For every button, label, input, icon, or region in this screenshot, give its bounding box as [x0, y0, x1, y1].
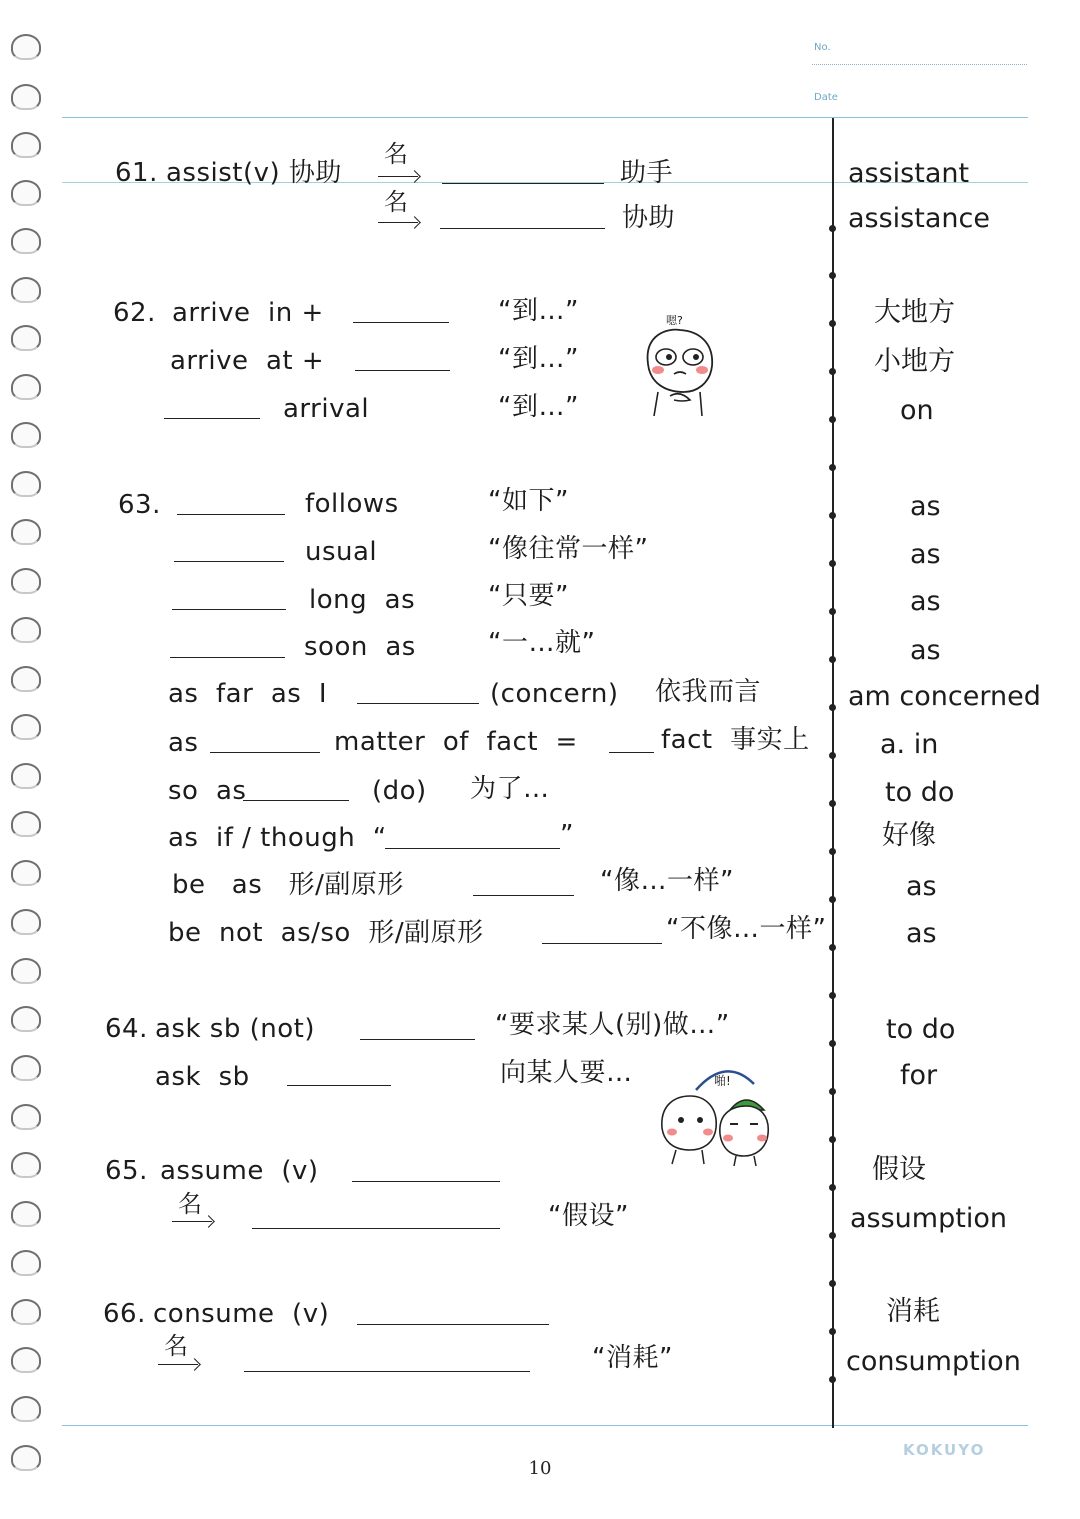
- date-label: Date: [814, 92, 838, 103]
- answer-blank: [442, 183, 604, 184]
- no-label: No.: [814, 42, 831, 53]
- phrase: as: [168, 728, 199, 758]
- divider-dot: [829, 416, 836, 423]
- divider-dot: [829, 1376, 836, 1383]
- divider-dot: [829, 368, 836, 375]
- meaning: “不像…一样”: [666, 914, 827, 944]
- answer-blank: [172, 609, 286, 610]
- binding-ring: [11, 617, 41, 643]
- divider-dot: [829, 944, 836, 951]
- divider-dot: [829, 704, 836, 711]
- answer-item: for: [900, 1060, 938, 1091]
- meaning: “像往常一样”: [488, 534, 649, 564]
- meaning: “到…”: [498, 296, 579, 326]
- binding-ring: [11, 180, 41, 206]
- answer-item: 消耗: [886, 1296, 940, 1327]
- meaning: 向某人要…: [500, 1058, 633, 1088]
- answer-blank: [244, 1371, 530, 1372]
- binding-ring: [11, 1396, 41, 1422]
- meaning: “如下”: [488, 486, 569, 516]
- divider-dot: [829, 608, 836, 615]
- meaning: “消耗”: [592, 1343, 673, 1373]
- answer-blank: [357, 703, 479, 704]
- page-number: 10: [528, 1458, 552, 1479]
- binding-ring: [11, 1104, 41, 1130]
- answer-blank: [287, 1085, 391, 1086]
- phrase: arrive at +: [170, 346, 325, 376]
- answer-blank: [355, 370, 450, 371]
- binding-ring: [11, 34, 41, 60]
- meaning: fact 事实上: [661, 725, 810, 755]
- divider-dot: [829, 656, 836, 663]
- answer-item: assistant: [848, 158, 970, 189]
- answer-item: assumption: [850, 1203, 1007, 1234]
- divider-dot: [829, 1040, 836, 1047]
- phrase: so as: [168, 776, 247, 806]
- answer-blank: [440, 228, 605, 229]
- divider-dot: [829, 752, 836, 759]
- binding-ring: [11, 228, 41, 254]
- divider-dot: [829, 320, 836, 327]
- phrase: as far as I: [168, 679, 327, 709]
- noun-mark: 名: [384, 140, 409, 168]
- answer-item: as: [910, 539, 941, 570]
- meaning: “假设”: [548, 1201, 629, 1231]
- meaning: “到…”: [498, 344, 579, 374]
- binding-ring: [11, 958, 41, 984]
- phrase: usual: [305, 537, 378, 567]
- divider-dot: [829, 1136, 836, 1143]
- arrow-icon: [378, 222, 418, 223]
- no-dotted-line: [812, 64, 1027, 65]
- divider-dot: [829, 272, 836, 279]
- answer-item: 小地方: [874, 346, 955, 377]
- meaning: “到…”: [498, 392, 579, 422]
- entry-number: 66.: [103, 1299, 146, 1329]
- binding-ring: [11, 325, 41, 351]
- thinking-face-sticker: [640, 312, 720, 418]
- answer-blank: [352, 1181, 500, 1182]
- answer-item: to do: [885, 777, 955, 808]
- entry-number: 61.: [115, 158, 158, 188]
- divider-dot: [829, 1328, 836, 1335]
- binding-ring: [11, 84, 41, 110]
- entry-headword: assist(v) 协助: [166, 158, 342, 188]
- meaning: 为了…: [470, 774, 550, 804]
- binding-ring: [11, 1055, 41, 1081]
- answer-blank: [473, 895, 574, 896]
- phrase: (concern): [490, 679, 619, 709]
- divider-dot: [829, 1232, 836, 1239]
- divider-dot: [829, 848, 836, 855]
- answer-item: consumption: [846, 1346, 1021, 1377]
- binding-ring: [11, 811, 41, 837]
- phrase: soon as: [304, 632, 416, 662]
- answer-blank: [170, 657, 285, 658]
- answer-item: as: [910, 491, 941, 522]
- top-rule: [62, 117, 1028, 118]
- binding-ring: [11, 374, 41, 400]
- meaning: 协助: [622, 203, 676, 233]
- phrase: be not as/so 形/副原形: [168, 918, 484, 948]
- phrase: consume (v): [153, 1299, 330, 1329]
- arrow-icon: [172, 1221, 212, 1222]
- arrow-icon: [378, 176, 418, 177]
- binding-ring: [11, 1347, 41, 1373]
- answer-item: as: [906, 918, 937, 949]
- meaning: “像…一样”: [600, 866, 734, 896]
- binding-ring: [11, 909, 41, 935]
- phrase: follows: [305, 489, 399, 519]
- answer-blank: [360, 1039, 475, 1040]
- entry-number: 63.: [118, 490, 161, 520]
- answer-blank: [385, 848, 560, 849]
- entry-number: 64.: [105, 1014, 148, 1044]
- meaning: “只要”: [488, 581, 569, 611]
- answer-item: am concerned: [848, 681, 1041, 712]
- divider-dot: [829, 560, 836, 567]
- noun-mark: 名: [384, 188, 409, 216]
- divider-dot: [829, 512, 836, 519]
- arrow-icon: [158, 1364, 198, 1365]
- phrase: assume (v): [160, 1156, 319, 1186]
- answer-item: a. in: [880, 729, 939, 760]
- phrase: long as: [309, 585, 416, 615]
- binding-ring: [11, 714, 41, 740]
- binding-ring: [11, 471, 41, 497]
- meaning: “要求某人(别)做…”: [495, 1010, 730, 1040]
- answer-item: 假设: [872, 1154, 926, 1185]
- divider-dot: [829, 464, 836, 471]
- answer-item: 大地方: [874, 297, 955, 328]
- bottom-rule: [62, 1425, 1028, 1426]
- binding-ring: [11, 763, 41, 789]
- phrase: be as 形/副原形: [172, 870, 404, 900]
- binding-ring: [11, 1006, 41, 1032]
- answer-blank: [353, 322, 449, 323]
- divider-dot: [829, 896, 836, 903]
- noun-mark: 名: [178, 1190, 203, 1218]
- binding-ring: [11, 277, 41, 303]
- phrase: ask sb: [155, 1062, 250, 1092]
- binding-ring: [11, 519, 41, 545]
- binding-ring: [11, 1299, 41, 1325]
- entry-number: 65.: [105, 1156, 148, 1186]
- phrase: arrival: [283, 394, 370, 424]
- binding-ring: [11, 1250, 41, 1276]
- divider-dot: [829, 992, 836, 999]
- divider-dot: [829, 225, 836, 232]
- binding-ring: [11, 666, 41, 692]
- answer-item: to do: [886, 1014, 956, 1045]
- answer-blank: [357, 1324, 549, 1325]
- phrase: matter of fact =: [334, 727, 578, 757]
- answer-blank: [252, 1228, 500, 1229]
- meaning: 助手: [620, 158, 674, 188]
- divider-dot: [829, 1280, 836, 1287]
- binding-ring: [11, 132, 41, 158]
- divider-dot: [829, 1184, 836, 1191]
- binding-ring: [11, 422, 41, 448]
- phrase: (do): [372, 776, 427, 806]
- answer-item: assistance: [848, 203, 990, 234]
- answer-blank: [210, 752, 320, 753]
- binding-ring: [11, 568, 41, 594]
- answer-item: on: [900, 395, 934, 426]
- answer-blank: [243, 800, 349, 801]
- quote-mark: ”: [560, 820, 574, 850]
- answer-item: as: [910, 635, 941, 666]
- sticker-caption: 嗯?: [666, 314, 683, 327]
- divider-dot: [829, 1088, 836, 1095]
- entry-number: 62.: [113, 298, 156, 328]
- two-faces-sticker: [656, 1060, 776, 1168]
- meaning: 依我而言: [655, 677, 762, 707]
- answer-item: as: [906, 871, 937, 902]
- divider-dot: [829, 800, 836, 807]
- answer-blank: [177, 514, 285, 515]
- phrase: arrive in +: [172, 298, 324, 328]
- answer-blank: [164, 418, 260, 419]
- answer-blank: [174, 561, 284, 562]
- phrase: ask sb (not): [155, 1014, 315, 1044]
- binding-ring: [11, 1201, 41, 1227]
- sticker-caption: 啪!: [714, 1074, 731, 1088]
- answer-blank: [542, 943, 662, 944]
- phrase: as if / though “: [168, 823, 387, 853]
- meaning: “一…就”: [488, 628, 596, 658]
- noun-mark: 名: [164, 1332, 189, 1360]
- answer-item: 好像: [882, 820, 936, 851]
- binding-ring: [11, 1152, 41, 1178]
- brand-logo: KOKUYO: [903, 1441, 986, 1459]
- binding-ring: [11, 860, 41, 886]
- answer-blank: [609, 752, 654, 753]
- answer-item: as: [910, 586, 941, 617]
